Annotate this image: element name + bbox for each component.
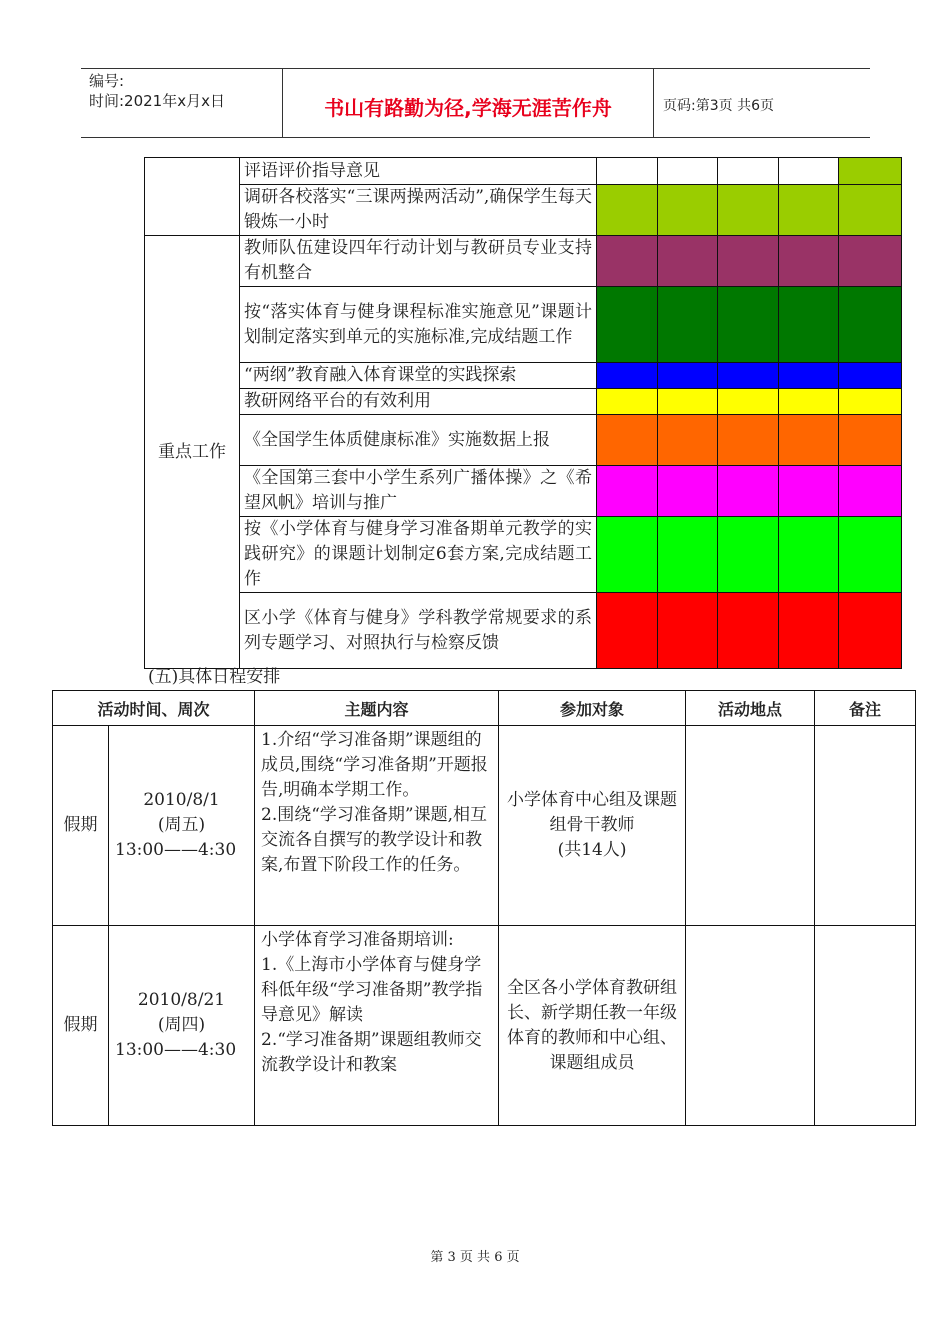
timeline-cell (718, 415, 779, 466)
category-cell (145, 158, 240, 236)
timeline-cell (718, 158, 779, 185)
timeline-cell (839, 415, 902, 466)
timeline-cell (839, 287, 902, 363)
timeline-cell (597, 466, 658, 517)
task-cell: 评语评价指导意见 (240, 158, 597, 185)
timeline-cell (658, 517, 718, 593)
timeline-cell (718, 185, 779, 236)
remarks-cell (815, 726, 916, 926)
work-plan-row (145, 466, 902, 517)
header-motto: 书山有路勤为径,学海无涯苦作舟 (324, 95, 612, 120)
timeline-cell (597, 593, 658, 669)
timeline-cell (839, 236, 902, 287)
participants-cell (499, 726, 686, 926)
page-header (81, 68, 870, 138)
timeline-cell (658, 236, 718, 287)
header-participants: 参加对象 (499, 691, 686, 726)
timeline-cell (658, 185, 718, 236)
header-content: 主题内容 (255, 691, 499, 726)
timeline-cell (839, 158, 902, 185)
work-plan-row (145, 389, 902, 415)
time-date: 2010/8/21 (137, 990, 226, 1010)
work-plan-body (145, 158, 902, 669)
schedule-table (52, 690, 916, 1126)
remarks-cell (815, 926, 916, 1126)
document-date-label: 时间:2021年x月x日 (89, 92, 225, 110)
task-cell: 《全国学生体质健康标准》实施数据上报 (240, 415, 597, 466)
header-time: 活动时间、周次 (53, 691, 255, 726)
task-cell: 《全国第三套中小学生系列广播体操》之《希望风帆》培训与推广 (240, 466, 597, 517)
schedule-body (53, 726, 916, 1126)
timeline-cell (658, 466, 718, 517)
timeline-cell (839, 466, 902, 517)
content-line: 小学体育学习准备期培训: (261, 930, 454, 950)
schedule-header-row (53, 691, 916, 726)
work-plan-table (144, 157, 902, 669)
header-divider (653, 69, 654, 137)
timeline-cell (658, 363, 718, 389)
participants-line: (共14人) (557, 840, 627, 860)
page-footer: 第 3 页 共 6 页 (430, 1250, 520, 1265)
work-plan-row (145, 185, 902, 236)
schedule-row (53, 926, 916, 1126)
task-cell: 教研网络平台的有效利用 (240, 389, 597, 415)
header-remarks: 备注 (815, 691, 916, 726)
work-plan-row (145, 593, 902, 669)
timeline-cell (779, 185, 839, 236)
timeline-cell (597, 517, 658, 593)
task-cell: 按《小学体育与健身学习准备期单元教学的实践研究》的课题计划制定6套方案,完成结题工作 (240, 517, 597, 593)
timeline-cell (779, 363, 839, 389)
timeline-cell (658, 389, 718, 415)
location-cell (686, 726, 815, 926)
time-weekday: (周四) (157, 1015, 206, 1035)
timeline-cell (779, 415, 839, 466)
timeline-cell (597, 236, 658, 287)
time-time: 13:00——4:30 (115, 840, 237, 860)
timeline-cell (839, 517, 902, 593)
period-cell: 假期 (53, 926, 109, 1126)
work-plan-row (145, 158, 902, 185)
timeline-cell (779, 593, 839, 669)
content-line: 2.“学习准备期”课题组教师交流教学设计和教案 (261, 1030, 482, 1075)
time-cell (109, 926, 255, 1126)
timeline-cell (718, 517, 779, 593)
content-cell (255, 726, 499, 926)
schedule-row (53, 726, 916, 926)
timeline-cell (779, 236, 839, 287)
task-cell: 教师队伍建设四年行动计划与教研员专业支持有机整合 (240, 236, 597, 287)
timeline-cell (779, 287, 839, 363)
header-page-number: 页码:第3页 共6页 (663, 98, 774, 114)
timeline-cell (658, 158, 718, 185)
work-plan-row (145, 415, 902, 466)
timeline-cell (779, 517, 839, 593)
work-plan-row (145, 287, 902, 363)
document-number-label: 编号: (89, 72, 125, 90)
timeline-cell (597, 363, 658, 389)
timeline-cell (779, 158, 839, 185)
timeline-cell (718, 389, 779, 415)
timeline-cell (597, 158, 658, 185)
content-line: 1.《上海市小学体育与健身学科低年级“学习准备期”教学指导意见》解读 (261, 955, 483, 1025)
timeline-cell (839, 593, 902, 669)
timeline-cell (658, 415, 718, 466)
participants-cell (499, 926, 686, 1126)
timeline-cell (718, 593, 779, 669)
timeline-cell (779, 466, 839, 517)
task-cell: “两纲”教育融入体育课堂的实践探索 (240, 363, 597, 389)
time-time: 13:00——4:30 (115, 1040, 237, 1060)
task-cell: 调研各校落实“三课两操两活动”,确保学生每天锻炼一小时 (240, 185, 597, 236)
category-cell: 重点工作 (145, 236, 240, 669)
timeline-cell (718, 236, 779, 287)
content-cell (255, 926, 499, 1126)
task-cell: 区小学《体育与健身》学科教学常规要求的系列专题学习、对照执行与检察反馈 (240, 593, 597, 669)
location-cell (686, 926, 815, 1126)
work-plan-row (145, 517, 902, 593)
timeline-cell (779, 389, 839, 415)
participants-line: 小学体育中心组及课题组骨干教师 (507, 790, 678, 835)
time-weekday: (周五) (157, 815, 206, 835)
participants-line: 全区各小学体育教研组长、新学期任教一年级体育的教师和中心组、课题组成员 (507, 977, 678, 1073)
section-title: (五)具体日程安排 (148, 667, 281, 687)
timeline-cell (839, 389, 902, 415)
timeline-cell (718, 287, 779, 363)
timeline-cell (718, 363, 779, 389)
timeline-cell (839, 185, 902, 236)
time-cell (109, 726, 255, 926)
timeline-cell (839, 363, 902, 389)
period-cell: 假期 (53, 726, 109, 926)
timeline-cell (718, 466, 779, 517)
timeline-cell (658, 287, 718, 363)
timeline-cell (597, 185, 658, 236)
timeline-cell (597, 415, 658, 466)
timeline-cell (597, 389, 658, 415)
header-location: 活动地点 (686, 691, 815, 726)
task-cell: 按“落实体育与健身课程标准实施意见”课题计划制定落实到单元的实施标准,完成结题工作 (240, 287, 597, 363)
content-line: 1.介绍“学习准备期”课题组的成员,围绕“学习准备期”开题报告,明确本学期工作。 (261, 730, 488, 800)
timeline-cell (597, 287, 658, 363)
work-plan-row (145, 363, 902, 389)
header-meta (89, 71, 279, 111)
work-plan-row (145, 236, 902, 287)
timeline-cell (658, 593, 718, 669)
content-line: 2.围绕“学习准备期”课题,相互交流各自撰写的教学设计和教案,布置下阶段工作的任务。 (261, 805, 488, 875)
time-date: 2010/8/1 (143, 790, 220, 810)
